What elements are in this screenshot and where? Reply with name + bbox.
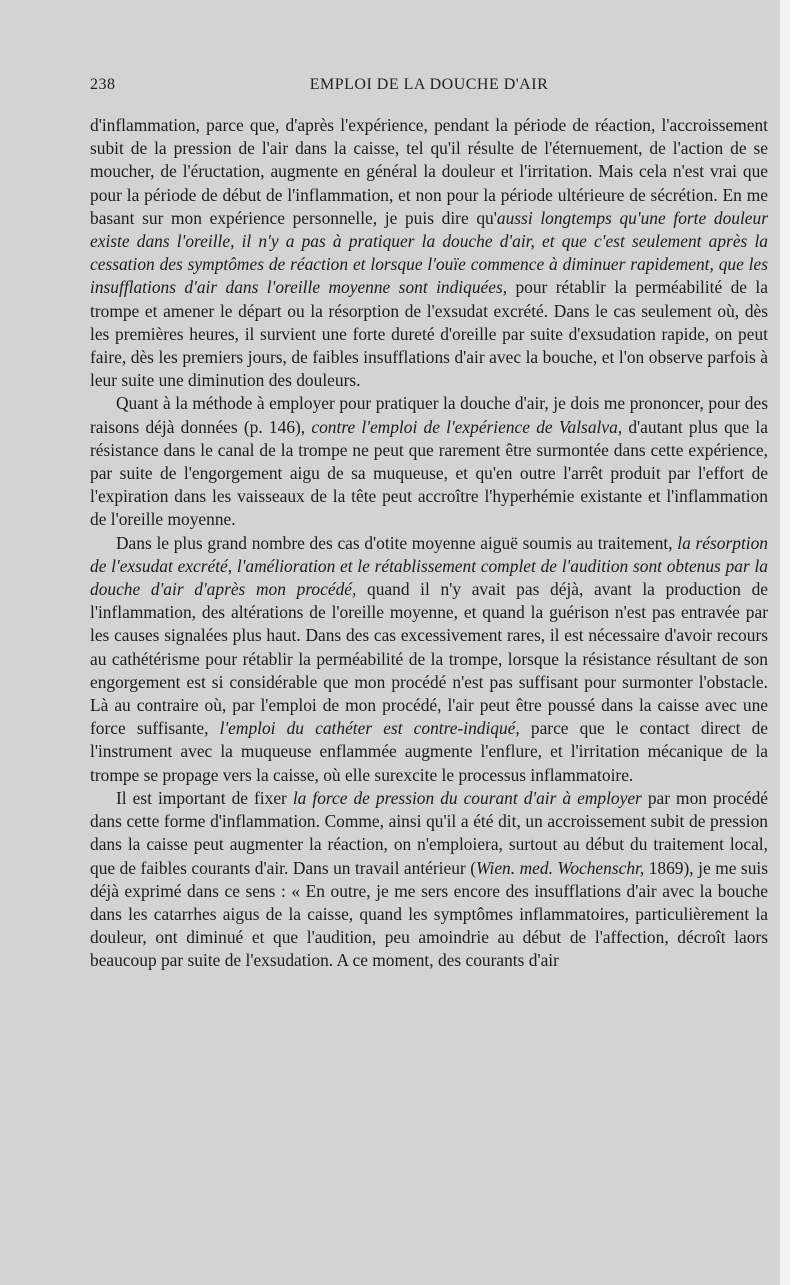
paragraph-2 [90, 392, 768, 531]
italic-span: l'emploi du cathéter est contre-indiqué, [219, 718, 520, 739]
italic-span: contre l'emploi de l'expérience de Valsalva, [311, 416, 623, 437]
text-span: Il est important de fixer [116, 787, 293, 808]
text-span: Quant à la méthode à employer pour pratiquer la douche d'air, je dois me prononcer, pour des raisons déjà données (p. 146), [90, 393, 768, 437]
italic-span: aussi longtemps qu'une forte douleur existe dans l'oreille, il n'y a pas à pratiquer la douche d'air, et que c'est seulement après la cessation des symptômes de réaction et lorsque l'ouïe commence à diminuer rapidement, que les insufflations d'air dans l'oreille moyenne sont indiquées, [90, 207, 768, 298]
text-span: 1869), je me suis déjà exprimé dans ce sens : « En outre, je me sers encore des insufflations d'air avec la bouche dans les catarrhes aigus de la caisse, quand les symptômes inflammatoires, particulièrement la douleur, ont diminué et que l'audition, peu amoindrie au début de l'affection, décroît laors beaucoup par suite de l'exsudation. A ce moment, des courants d'air [90, 857, 768, 971]
page-number: 238 [90, 76, 116, 93]
text-span: d'inflammation, parce que, d'après l'expérience, pendant la période de réaction, l'accroissement subit de la pression de l'air dans la caisse, tel qu'il résulte de l'éternuement, de l'action de se moucher, de l'éructation, augmente en général la douleur et l'irritation. Mais cela n'est vrai que pour la période de début de l'inflammation, et non pour la période ultérieure de sécrétion. En me basant sur mon expérience personnelle, je puis dire qu' [90, 115, 768, 228]
running-title: EMPLOI DE LA DOUCHE D'AIR [309, 76, 549, 93]
page-edge [780, 0, 790, 1285]
italic-span: Wien. med. Wochenschr, [475, 857, 645, 878]
text-span: d'autant plus que la résistance dans le canal de la trompe ne peut que rarement être surmontée dans cette expérience, par suite de l'engorgement aigu de sa muqueuse, et qu'en outre l'arrêt produit par l'effort de l'expiration dans les vaisseaux de la tête peut accroître l'hyperhémie existante et l'inflammation de l'oreille moyenne. [90, 416, 768, 530]
text-span: Dans le plus grand nombre des cas d'otite moyenne aiguë soumis au traitement, [116, 532, 678, 553]
italic-span: la force de pression du courant d'air à employer [292, 787, 642, 808]
italic-span: la résorption de l'exsudat excrété, l'amélioration et le rétablissement complet de l'audition sont obtenus par la douche d'air d'après mon procédé, [90, 532, 768, 600]
paragraph-4 [90, 787, 768, 973]
text-span: parce que le contact direct de l'instrument avec la muqueuse enflammée augmente l'enflure, et l'irritation mécanique de la trompe se propage vers la caisse, où elle surexcite le processus inflammatoire. [90, 718, 768, 785]
text-span: pour rétablir la perméabilité de la trompe et amener le départ ou la résorption de l'exsudat excrété. Dans le cas seulement où, dès les premières heures, il survient une forte dureté d'oreille par suite d'exsudation rapide, on peut faire, dès les premiers jours, de faibles insufflations d'air avec la bouche, et l'on observe parfois à leur suite une diminution des douleurs. [90, 277, 768, 391]
paragraph-1 [90, 114, 768, 392]
paragraph-3 [90, 532, 768, 787]
running-header [90, 76, 768, 96]
text-span: quand il n'y avait pas déjà, avant la production de l'inflammation, des altérations de l'oreille moyenne, et quand la guérison n'est pas entravée par les causes signalées plus haut. Dans des cas excessivement rares, il est nécessaire d'avoir recours au cathétérisme pour rétablir la perméabilité de la trompe, lorsque la résistance résultant de son engorgement est si considérable que mon procédé n'est pas suffisant pour surmonter l'obstacle. Là au contraire où, par l'emploi de mon procédé, l'air peut être poussé dans la caisse avec une force suffisante, [90, 579, 768, 739]
body-text [90, 114, 768, 973]
text-span: par mon procédé dans cette forme d'inflammation. Comme, ainsi qu'il a été dit, un accroissement subit de pression dans la caisse peut augmenter la réaction, on n'emploiera, surtout au début du traitement local, que de faibles courants d'air. Dans un travail antérieur ( [90, 787, 769, 878]
